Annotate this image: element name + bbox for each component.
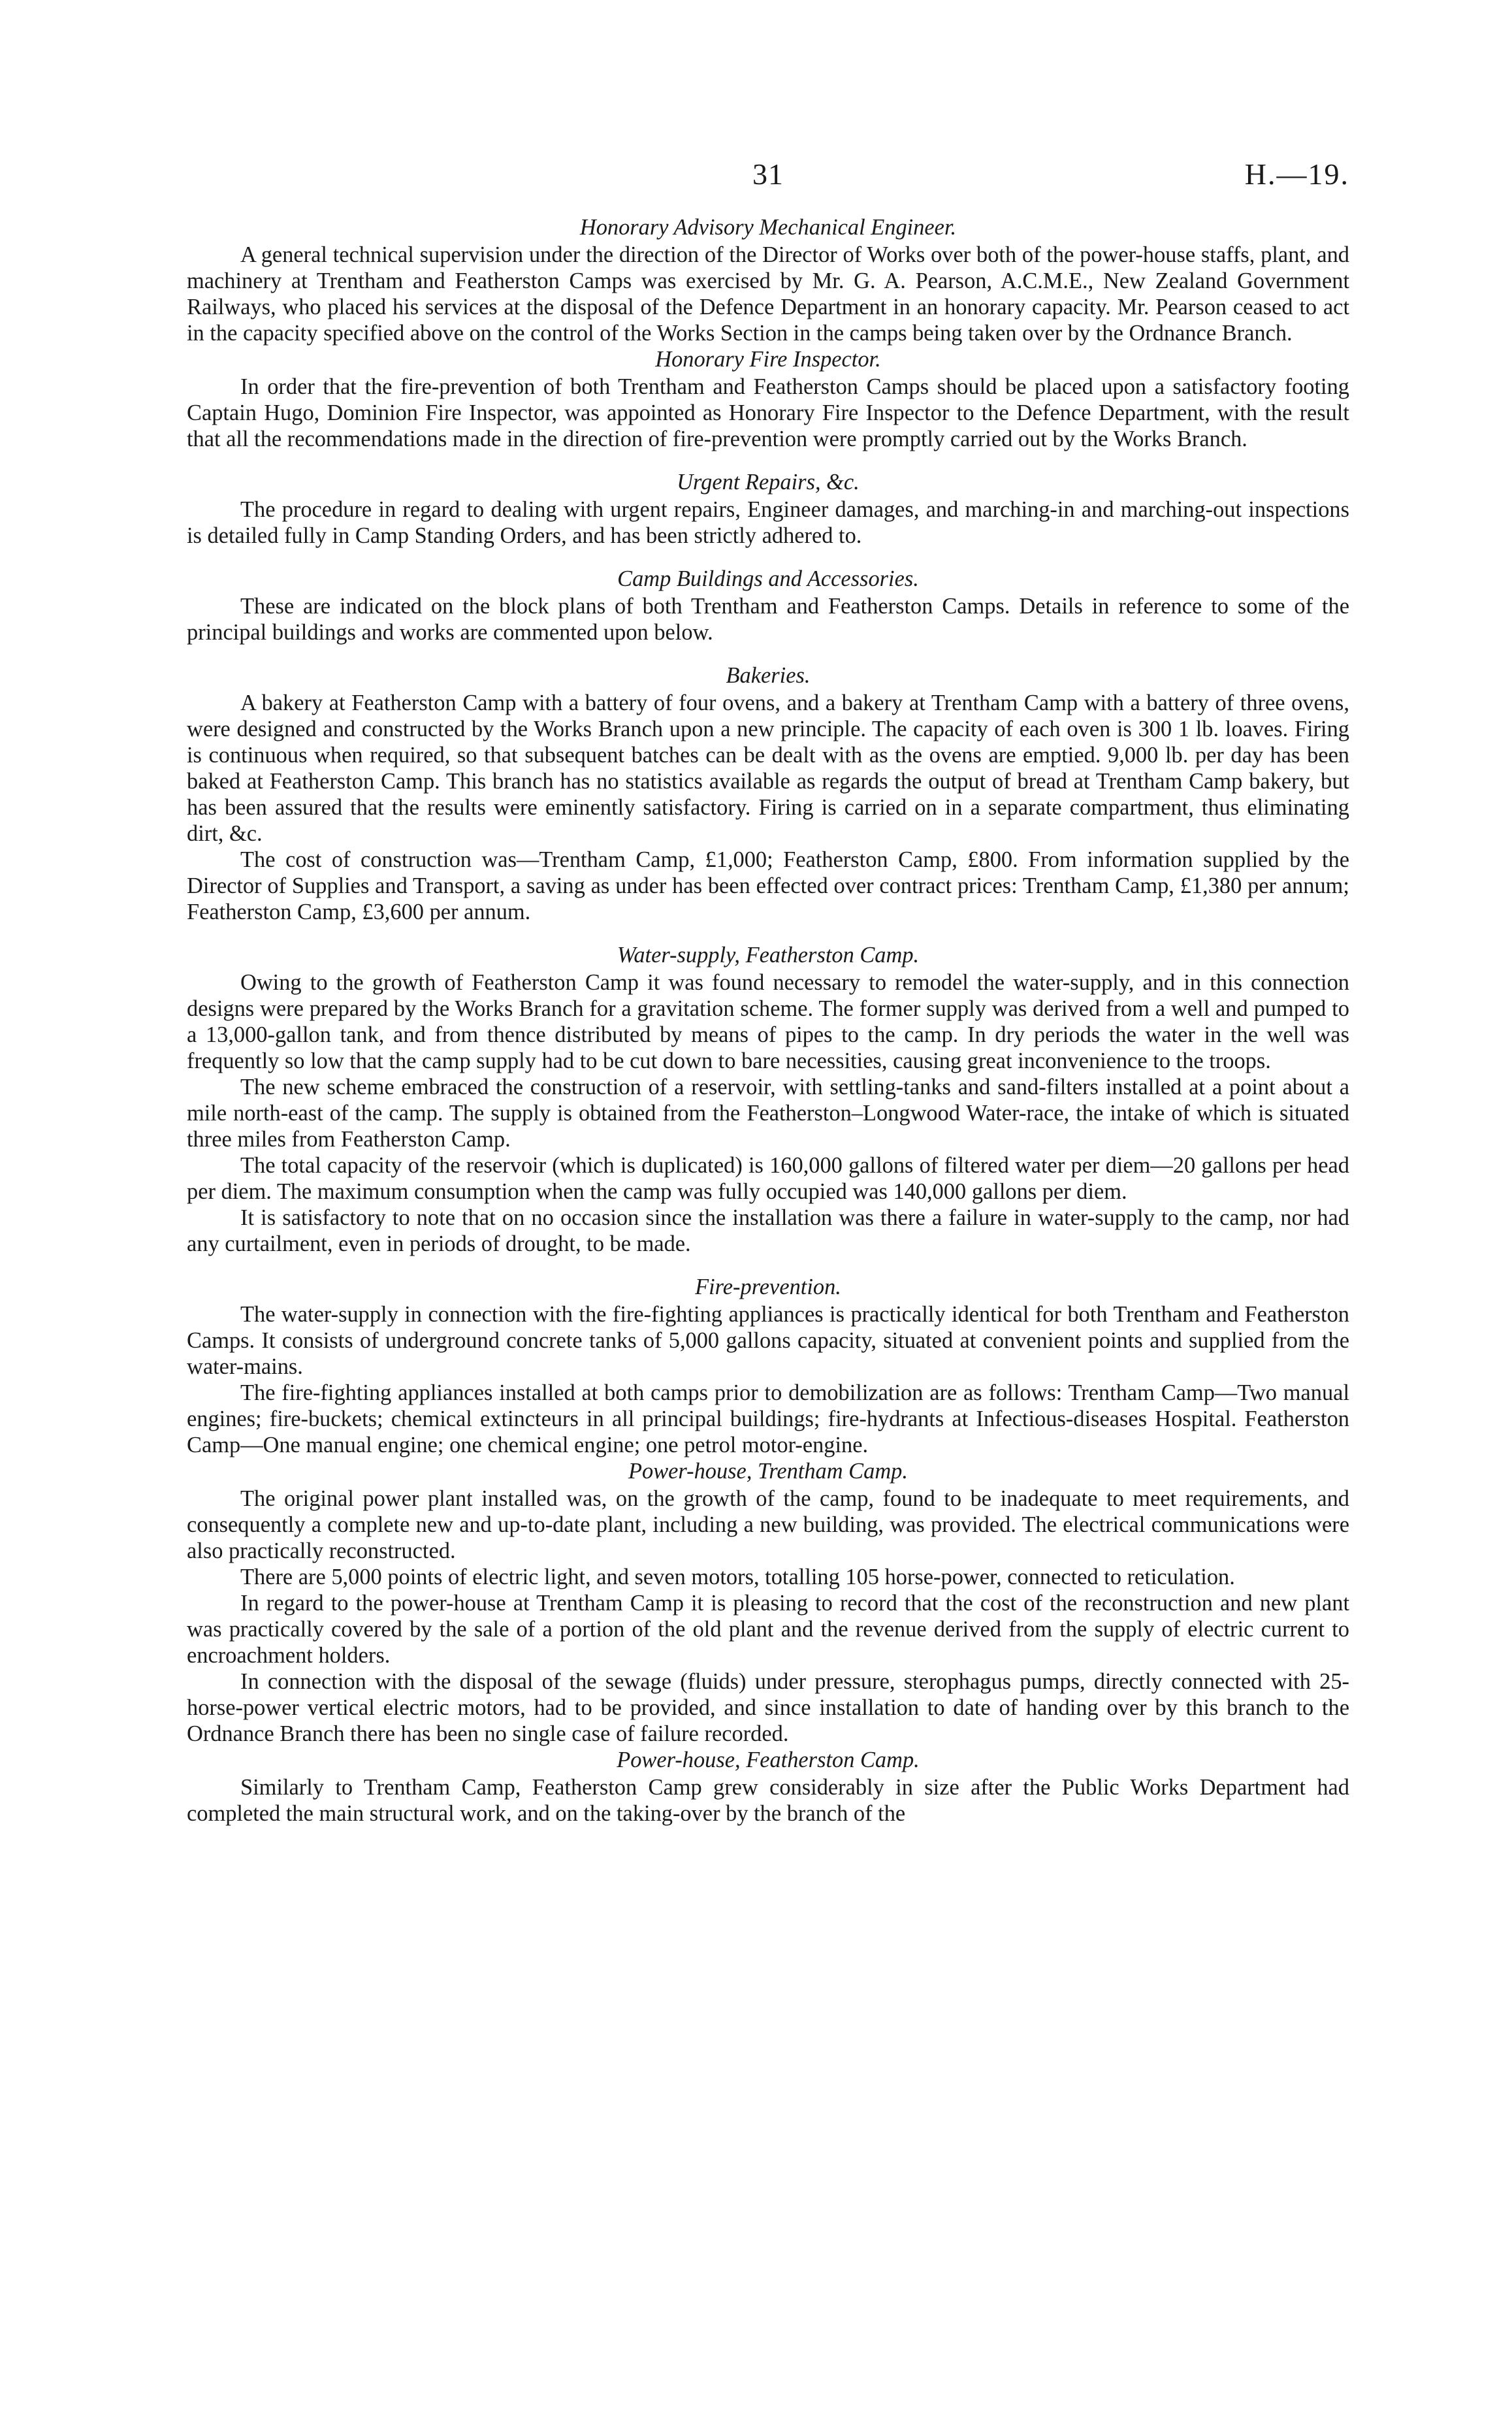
paragraph: The original power plant installed was, on the growth of the camp, found to be inadequate to meet requirements, and consequently a complete new and up-to-date plant, including a new building, was provided. The electrical communications were also practically reconstructed. bbox=[187, 1486, 1349, 1563]
section-title: Honorary Advisory Mechanical Engineer. bbox=[579, 215, 957, 240]
section-title: Power-house, Featherston Camp. bbox=[617, 1748, 920, 1772]
page-header bbox=[187, 157, 1349, 203]
paragraph: It is satisfactory to note that on no occasion since the installation was there a failure in water-supply to the camp, nor had any curtailment, even in periods of drought, to be made. bbox=[187, 1205, 1349, 1256]
document-code: H.—19. bbox=[1244, 157, 1349, 191]
paragraph: In regard to the power-house at Trentham Camp it is pleasing to record that the cost of the reconstruction and new plant was practically covered by the sale of a portion of the old plant and the revenue derived from the supply of electric current to encroachment holders. bbox=[187, 1591, 1349, 1668]
paragraph: A bakery at Featherston Camp with a battery of four ovens, and a bakery at Trentham Camp with a battery of three ovens, were designed and constructed by the Works Branch upon a new principle. The capacity of each oven is 300 1 lb. loaves. Firing is continuous when required, so that subsequent batches can be dealt with as the ovens are emptied. 9,000 lb. per day has been baked at Featherston Camp. This branch has no statistics available as regards the output of bread at Trentham Camp bakery, but has been assured that the results were eminently satisfactory. Firing is carried on in a separate compartment, thus eliminating dirt, &c. bbox=[187, 691, 1349, 846]
paragraph: There are 5,000 points of electric light, and seven motors, totalling 105 horse-power, connected to reticulation. bbox=[240, 1565, 1235, 1589]
paragraph: The new scheme embraced the construction of a reservoir, with settling-tanks and sand-filters installed at a point about a mile north-east of the camp. The supply is obtained from the Featherston–Longwood Water-race, the intake of which is situated three miles from Featherston Camp. bbox=[187, 1075, 1349, 1152]
document-body bbox=[187, 214, 1349, 1827]
paragraph: The water-supply in connection with the fire-fighting appliances is practically identical for both Trentham and Featherston Camps. It consists of underground concrete tanks of 5,000 gallons capacity, situated at convenient points and supplied from the water-mains. bbox=[187, 1302, 1349, 1379]
paragraph: The fire-fighting appliances installed at both camps prior to demobilization are as follows: Trentham Camp—Two manual engines; fire-buckets; chemical extincteurs in all principal buildings; fire-hydrants at Infectious-diseases Hospital. Featherston Camp—One manual engine; one chemical engine; one petrol motor-engine. bbox=[187, 1380, 1349, 1457]
paragraph: These are indicated on the block plans of both Trentham and Featherston Camps. Details in reference to some of the principal buildings and works are commented upon below. bbox=[187, 594, 1349, 645]
section-title: Honorary Fire Inspector. bbox=[655, 347, 881, 372]
paragraph: Similarly to Trentham Camp, Featherston Camp grew considerably in size after the Public Works Department had completed the main structural work, and on the taking-over by the branch of the bbox=[187, 1775, 1349, 1826]
paragraph: Owing to the growth of Featherston Camp it was found necessary to remodel the water-supply, and in this connection designs were prepared by the Works Branch for a gravitation scheme. The former supply was derived from a well and pumped to a 13,000-gallon tank, and from thence distributed by means of pipes to the camp. In dry periods the water in the well was frequently so low that the camp supply had to be cut down to bare necessities, causing great inconvenience to the troops. bbox=[187, 970, 1349, 1073]
paragraph: A general technical supervision under the direction of the Director of Works over both of the power-house staffs, plant, and machinery at Trentham and Featherston Camps was exercised by Mr. G. A. Pearson, A.C.M.E., New Zealand Government Railways, who placed his services at the disposal of the Defence Department in an honorary capacity. Mr. Pearson ceased to act in the capacity specified above on the control of the Works Section in the camps being taken over by the Ordnance Branch. bbox=[187, 242, 1349, 346]
section-title: Fire-prevention. bbox=[695, 1275, 841, 1299]
section-title: Urgent Repairs, &c. bbox=[677, 470, 860, 495]
paragraph: In order that the fire-prevention of both Trentham and Featherston Camps should be placed upon a satisfactory footing Captain Hugo, Dominion Fire Inspector, was appointed as Honorary Fire Inspector to the Defence Department, with the result that all the recommendations made in the direction of fire-prevention were promptly carried out by the Works Branch. bbox=[187, 374, 1349, 451]
paragraph: In connection with the disposal of the sewage (fluids) under pressure, sterophagus pumps, directly connected with 25-horse-power vertical electric motors, had to be provided, and since installation to date of handing over by this branch to the Ordnance Branch there has been no single case of failure recorded. bbox=[187, 1669, 1349, 1746]
page-number: 31 bbox=[752, 157, 784, 191]
section-title: Water-supply, Featherston Camp. bbox=[617, 943, 920, 968]
paragraph: The total capacity of the reservoir (which is duplicated) is 160,000 gallons of filtered water per diem—20 gallons per head per diem. The maximum consumption when the camp was fully occupied was 140,000 gallons per diem. bbox=[187, 1153, 1349, 1204]
paragraph: The cost of construction was—Trentham Camp, £1,000; Featherston Camp, £800. From information supplied by the Director of Supplies and Transport, a saving as under has been effected over contract prices: Trentham Camp, £1,380 per annum; Featherston Camp, £3,600 per annum. bbox=[187, 847, 1349, 924]
paragraph: The procedure in regard to dealing with urgent repairs, Engineer damages, and marching-in and marching-out inspections is detailed fully in Camp Standing Orders, and has been strictly adhered to. bbox=[187, 497, 1349, 548]
section-title: Power-house, Trentham Camp. bbox=[628, 1459, 908, 1484]
section-title: Camp Buildings and Accessories. bbox=[617, 566, 919, 591]
section-title: Bakeries. bbox=[726, 663, 811, 688]
